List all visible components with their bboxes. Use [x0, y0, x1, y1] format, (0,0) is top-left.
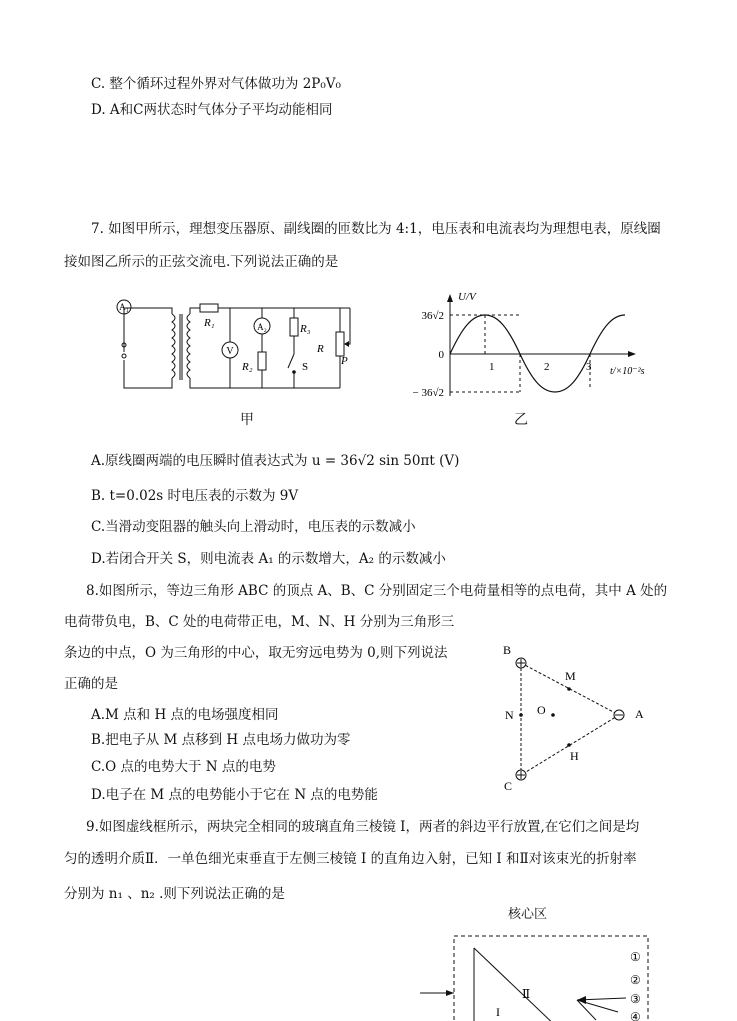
q9-stem-line3: 分别为 n₁ 、n₂ .则下列说法正确的是: [64, 886, 285, 902]
figure-core-title: 核心区: [508, 907, 548, 922]
q8-stem-line4: 正确的是: [64, 676, 118, 692]
ytick-zero: 0: [438, 349, 444, 361]
xtick-3: 3: [586, 361, 592, 373]
ytick-bottom: − 36√2: [412, 387, 444, 399]
ray-3-label: ③: [630, 992, 641, 1006]
switch-s-label: S: [302, 361, 309, 373]
ray-1-label: ①: [630, 950, 641, 964]
point-o-label: O: [537, 703, 546, 717]
vertex-a-label: A: [635, 707, 644, 721]
xtick-2: 2: [544, 361, 550, 373]
r2-label: R₂: [242, 361, 253, 373]
figure-yi-caption: 乙: [514, 412, 528, 428]
q8-option-d: D.电子在 M 点的电势能小于它在 N 点的电势能: [91, 787, 378, 803]
point-n-label: N: [505, 708, 514, 722]
p-label: P: [341, 355, 348, 367]
q7-stem-line2: 接如图乙所示的正弦交流电.下列说法正确的是: [64, 254, 339, 270]
voltage-time-graph: [400, 288, 670, 408]
q6-option-d: D. A和C两状态时气体分子平均动能相同: [91, 102, 333, 118]
point-h-label: H: [570, 749, 579, 763]
ytick-top: 36√2: [421, 310, 444, 322]
q8-option-a: A.M 点和 H 点的电场强度相同: [91, 707, 279, 723]
q9-stem-line1: 9.如图虚线框所示，两块完全相同的玻璃直角三棱镜 I，两者的斜边平行放置,在它们之间是均: [86, 819, 640, 835]
q7-option-a: A.原线圈两端的电压瞬时值表达式为 u = 36√2 sin 50πt (V): [91, 453, 460, 469]
xtick-1: 1: [489, 361, 495, 373]
q8-stem-line2: 电荷带负电，B、C 处的电荷带正电，M、N、H 分别为三角形三: [64, 614, 455, 630]
circuit-diagram: [110, 290, 370, 400]
graph-ylabel: U/V: [458, 291, 476, 303]
graph-xlabel: t/×10⁻²s: [610, 366, 645, 377]
q6-option-c: C. 整个循环过程外界对气体做功为 2P₀V₀: [91, 76, 341, 92]
q8-option-b: B.把电子从 M 点移到 H 点电场力做功为零: [91, 732, 351, 748]
q7-option-c: C.当滑动变阻器的触头向上滑动时，电压表的示数减小: [91, 519, 416, 535]
ammeter-a2-label: A₂: [257, 322, 267, 332]
q7-option-b: B. t=0.02s 时电压表的示数为 9V: [91, 488, 299, 504]
q7-option-d: D.若闭合开关 S，则电流表 A₁ 的示数增大，A₂ 的示数减小: [91, 551, 446, 567]
point-m-label: M: [565, 669, 576, 683]
q9-stem-line2: 匀的透明介质Ⅱ．一单色细光束垂直于左侧三棱镜 I 的直角边入射，已知 I 和Ⅱ对该束光的折射率: [64, 851, 637, 867]
figure-jia-caption: 甲: [240, 412, 254, 428]
r1-label: R₁: [204, 317, 215, 329]
ray-2-label: ②: [630, 973, 641, 987]
prism-figure: [420, 930, 660, 1021]
ammeter-a1-label: A₁: [119, 302, 129, 312]
r-label: R: [317, 343, 324, 355]
r3-label: R₃: [300, 323, 311, 335]
vertex-c-label: C: [504, 779, 513, 793]
medium-ii-label: Ⅱ: [522, 987, 531, 1001]
voltmeter-label: V: [226, 346, 234, 357]
q8-stem-line3: 条边的中点，O 为三角形的中心，取无穷远电势为 0,则下列说法: [64, 645, 448, 661]
prism-i-label: I: [496, 1005, 500, 1019]
ray-4-label: ④: [630, 1010, 641, 1021]
q7-stem-line1: 7. 如图甲所示，理想变压器原、副线圈的匝数比为 4:1，电压表和电流表均为理想电表，原线圈: [91, 221, 661, 237]
vertex-b-label: B: [503, 643, 512, 657]
triangle-charges-figure: [495, 640, 665, 800]
q8-stem-line1: 8.如图所示，等边三角形 ABC 的顶点 A、B、C 分别固定三个电荷量相等的点电荷，其中 A 处的: [86, 583, 668, 599]
q8-option-c: C.O 点的电势大于 N 点的电势: [91, 759, 276, 775]
